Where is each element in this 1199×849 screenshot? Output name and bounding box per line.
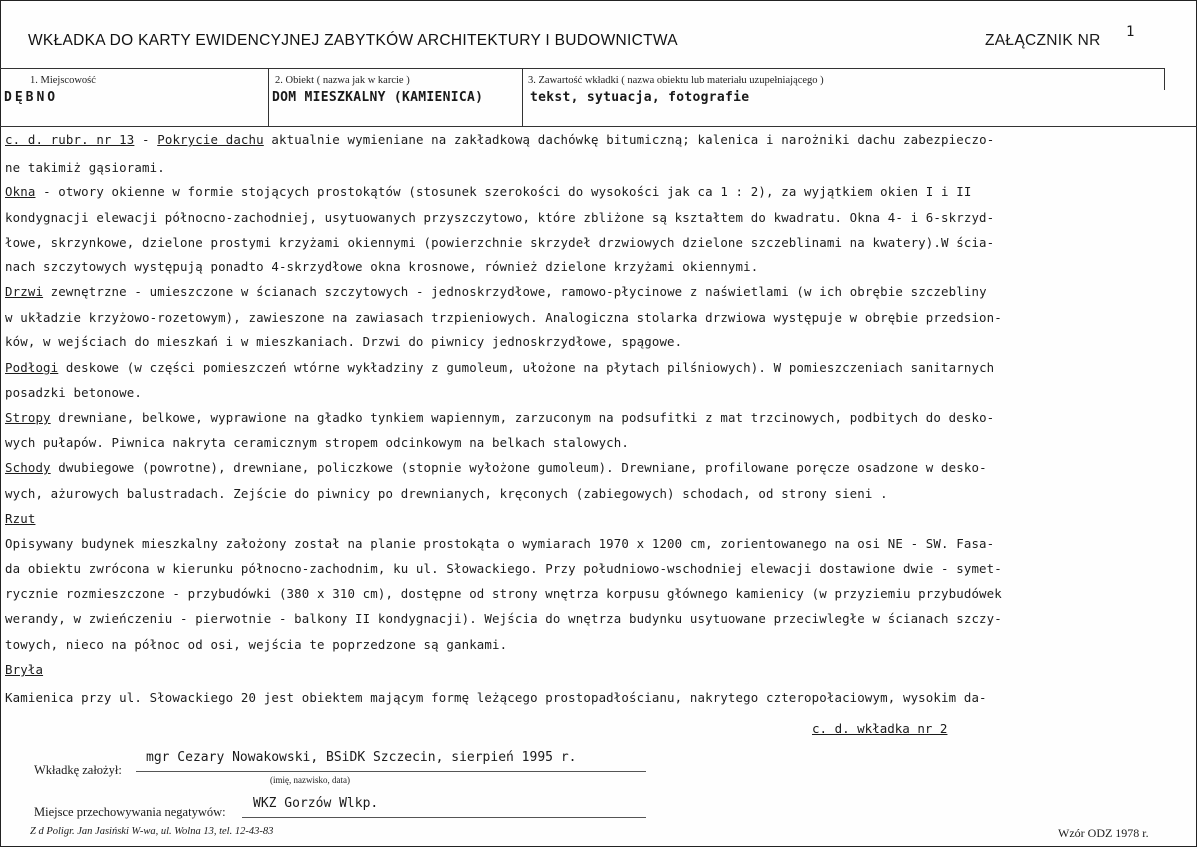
text-line: łowe, skrzynkowe, dzielone prostymi krzyżami okiennymi (powierzchnie skrzydeł drzwiowych dzielone szczeblinami na kwatery).W ścia- <box>5 235 995 250</box>
text-line: wych, ażurowych balustradach. Zejście do piwnicy po drewnianych, kręconych (zabiegowych) schodach, od strony sieni . <box>5 486 888 501</box>
section-heading-mass: Bryła <box>5 662 44 677</box>
creator-value: mgr Cezary Nowakowski, BSiDK Szczecin, sierpień 1995 r. <box>146 750 577 765</box>
text-run: drewniane, belkowe, wyprawione na gładko tynkiem wapiennym, zarzuconym na podsufitki z mat trzcinowych, podbitych do desko- <box>50 410 995 425</box>
section-heading-floors: Podłogi <box>5 360 59 375</box>
field-divider-3 <box>1164 68 1165 90</box>
text-line: werandy, w zwieńczeniu - pierwotnie - balkony II kondygnacji). Wejścia do wnętrza budynku usytuowane przeciwległe w ścianach szczy- <box>5 611 1002 626</box>
text-line: wych pułapów. Piwnica nakryta ceramicznym stropem odcinkowym na belkach stalowych. <box>5 435 630 450</box>
text-line <box>5 460 987 475</box>
text-run: dwubiegowe (powrotne), drewniane, policzkowe (stopnie wyłożone gumoleum). Drewniane, profilowane poręcze osadzone w desko- <box>50 460 987 475</box>
field-divider-1 <box>268 68 269 126</box>
continuation-reference: c. d. wkładka nr 2 <box>812 721 948 736</box>
text-line <box>5 132 994 147</box>
section-heading-roof: Pokrycie dachu <box>157 132 264 147</box>
text-line <box>5 184 971 199</box>
text-line <box>5 284 987 299</box>
text-line: Kamienica przy ul. Słowackiego 20 jest obiektem mającym formę leżącego prostopadłościanu, nakrytego czteropołaciowym, wysokim da- <box>5 690 987 705</box>
negatives-label: Miejsce przechowywania negatywów: <box>34 805 226 819</box>
negatives-value: WKZ Gorzów Wlkp. <box>253 796 379 811</box>
text-line: ne takimiż gąsiorami. <box>5 160 165 175</box>
text-line: rycznie rozmieszczone - przybudówki (380 x 310 cm), dostępne od strony wnętrza korpusu głównego kamienicy (w przyziemiu przybudówek <box>5 586 1002 601</box>
object-value: DOM MIESZKALNY (KAMIENICA) <box>272 90 484 105</box>
annex-label: ZAŁĄCZNIK NR <box>985 32 1101 49</box>
text-line: towych, nieco na północ od osi, wejścia te poprzedzone są gankami. <box>5 637 508 652</box>
object-label: 2. Obiekt ( nazwa jak w karcie ) <box>275 75 410 86</box>
text-run: zewnętrzne - umieszczone w ścianach szczytowych - jednoskrzydłowe, ramowo-płycinowe z naświetlami (w ich obrębie szczebliny <box>43 284 987 299</box>
printer-imprint: Z d Poligr. Jan Jasiński W-wa, ul. Wolna 13, tel. 12-43-83 <box>30 826 274 837</box>
text-run: - otwory okienne w formie stojących prostokątów (stosunek szerokości do wysokości jak ca 1 : 2), za wyjątkiem okien I i II <box>35 184 972 199</box>
field-divider-2 <box>522 68 523 126</box>
section-heading-stairs: Schody <box>5 460 51 475</box>
section-ref: c. d. rubr. nr 13 <box>5 132 135 147</box>
contents-label: 3. Zawartość wkładki ( nazwa obiektu lub materiału uzupełniającego ) <box>528 75 824 86</box>
section-heading-doors: Drzwi <box>5 284 44 299</box>
creator-label: Wkładkę założył: <box>34 763 122 777</box>
text-line <box>5 410 994 425</box>
field-box-top-line <box>0 68 1165 69</box>
text-line <box>5 360 994 375</box>
negatives-underline <box>242 817 646 818</box>
annex-number: 1 <box>1126 24 1135 40</box>
dash: - <box>134 132 158 147</box>
section-heading-ceilings: Stropy <box>5 410 51 425</box>
section-heading-windows: Okna <box>5 184 36 199</box>
text-line: w układzie krzyżowo-rozetowym), zawieszone na zawiasach trzpieniowych. Analogiczna stolarka drzwiowa występuje w obrębie przedsion- <box>5 310 1002 325</box>
locality-value: DĘBNO <box>4 90 59 105</box>
contents-value: tekst, sytuacja, fotografie <box>530 90 750 105</box>
form-identifier: Wzór ODZ 1978 r. <box>1058 826 1149 840</box>
field-box-bottom-line <box>0 126 1197 127</box>
text-line: ków, w wejściach do mieszkań i w mieszkaniach. Drzwi do piwnicy jednoskrzydłowe, spągowe. <box>5 334 683 349</box>
text-line: kondygnacji elewacji północno-zachodniej, usytuowanych przyszczytowo, które zbliżone są kształtem do kwadratu. Okna 4- i 6-skrzyd- <box>5 210 995 225</box>
section-heading-plan: Rzut <box>5 511 36 526</box>
text-line: posadzki betonowe. <box>5 385 142 400</box>
text-run: aktualnie wymieniane na zakładkową dachówkę bitumiczną; kalenica i narożniki dachu zabezpieczo- <box>263 132 995 147</box>
creator-underline <box>136 771 646 772</box>
document-title: WKŁADKA DO KARTY EWIDENCYJNEJ ZABYTKÓW ARCHITEKTURY I BUDOWNICTWA <box>28 32 678 49</box>
text-run: deskowe (w części pomieszczeń wtórne wykładziny z gumoleum, ułożone na płytach pilśniowych). W pomieszczeniach sanitarnych <box>58 360 995 375</box>
text-line: da obiektu zwrócona w kierunku północno-zachodnim, ku ul. Słowackiego. Przy południowo-wschodniej elewacji dostawione dwie - symet- <box>5 561 1002 576</box>
locality-label: 1. Miejscowość <box>30 75 96 86</box>
text-line: Opisywany budynek mieszkalny założony został na planie prostokąta o wymiarach 1970 x 1200 cm, zorientowanego na osi NE - SW. Fasa- <box>5 536 995 551</box>
creator-hint: (imię, nazwisko, data) <box>270 775 350 785</box>
text-line: nach szczytowych występują ponadto 4-skrzydłowe okna krosnowe, również dzielone krzyżami okiennymi. <box>5 259 759 274</box>
